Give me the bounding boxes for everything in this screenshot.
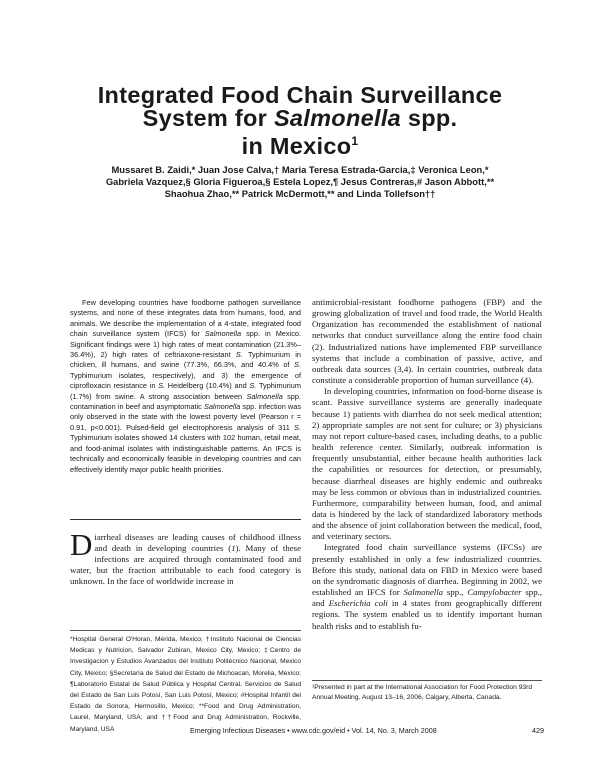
- title-italic-genus: Salmonella: [273, 105, 402, 131]
- body-paragraph-2: In developing countries, information on food-borne disease is scant. Passive surveillance systems are generally inadequate because 1) patients with diarrhea do not seek medical attention; 2) appropriate samples are not sent for culture; or 3) physicians may not report culture-based cases, including deaths, to a public health reference center. Similarly, outbreak information is frequently unsubstantial, either because health authorities lack the capabilities or resources for detection, or presumably, because diarrheal diseases are highly endemic and outbreaks may be less common or obvious than in industrialized countries. Furthermore, comparability between human, food, and animal data is hindered by the lack of standardized laboratory methods and the absence of joint collaboration between the medical, food, and veterinary sectors.: [312, 386, 542, 542]
- title-line-3: [40, 130, 560, 158]
- intro-text: [70, 527, 302, 587]
- footnote-divider: [312, 680, 542, 681]
- abstract-seg: Typhimurium (1.7%) from swine. A strong association between: [70, 381, 301, 401]
- abstract-seg: spp. infection was only observed in the state with the lowest poverty level (Pearson r = 0.91, p<0.001). Pulsed-field gel electrophoresis analysis of 311: [70, 402, 301, 432]
- abstract-seg: Few developing countries have foodborne pathogen surveillance systems, and none of these integrates data from humans, food, and animals. We describe the implementation of a 4-state, integrated food chain surveillance system (IFCS) for: [70, 298, 301, 339]
- body-italic: Salmonella: [403, 587, 444, 598]
- body-italic: Escherichia coli: [328, 598, 388, 609]
- abstract-italic: Salmonella: [204, 329, 242, 339]
- page-number: 429: [532, 726, 544, 735]
- author-affiliations: [70, 634, 301, 735]
- title-line-2-pre: System for: [142, 105, 274, 131]
- footnote-text: ¹Presented in part at the International Association for Food Protection 93rd Annual Meeting, August 13–16, 2006, Calgary, Alberta, Canada.: [312, 684, 533, 701]
- abstract-italic: S.: [158, 381, 166, 391]
- abstract-seg: Heidelberg (10.4%) and: [165, 381, 250, 391]
- abstract-seg: Typhimurium isolates showed 14 clusters with 102 human, retail meat, and food-animal isolates with indistinguishable patterns. An IFCS is technically and economically feasible in developing countries and can effectively identify major public health priorities.: [70, 433, 301, 474]
- body-paragraph-1: antimicrobial-resistant foodborne pathogens (FBP) and the growing globalization of travel and food trade, the World Health Organization has recommended the establishment of national networks that conduct surveillance along the entire food chain (2). Industrialized nations have implemented FBP surveillance systems that include a combination of passive, active, and outbreak data sources (3,4). In certain countries, outbreak data constitute a considerable proportion of human surveillance (4).: [312, 297, 542, 386]
- affiliation-divider: [70, 630, 301, 631]
- abstract-italic: S.: [294, 360, 301, 370]
- intro-seg: ). Many of these infections are acquired through contaminated food and water, but the fraction attributable to each food category is unknown. In the face of worldwide increase in: [70, 543, 302, 587]
- right-column-body: [312, 297, 542, 632]
- affiliations-text: *Hospital General O'Horan, Mérida, Mexico; †Instituto Nacional de Ciencias Medicas y Nutricion, Salvador Zubiran, Mexico City, Mexico; ‡Centro de Investigacion y Estudios Avanzados del Instituto Politécnico Nacional, Mexico City, Mexico; §Secretaría de Salud del Estado de Michoacan, Morelia, Mexico; ¶Laboratorio Estatal de Salud Pública y Hospital Central, Servicios de Salud del Estado de San Luis Potosí, San Luis Potosí, Mexico; #Hospital Infantil del Estado de Sonora, Hermosillo, Mexico; **Food and Drug Administration, Laurel, Maryland, USA; and ††Food and Drug Administration, Rockville, Maryland, USA: [70, 636, 301, 733]
- title-footnote-mark: 1: [351, 134, 359, 148]
- abstract-seg: spp. in Mexico. Significant findings were 1) high rates of meat contamination (21.3%–36.4%), 2) high rates of ceftriaxone-resistant: [70, 329, 301, 360]
- abstract-text: [70, 298, 301, 475]
- presentation-footnote: [312, 683, 542, 703]
- abstract-seg: Typhimurium isolates, respectively), and 3) the emergence of ciprofloxacin resistance in: [70, 370, 301, 391]
- title-line-2-post: spp.: [401, 105, 458, 131]
- title-line-2: [40, 107, 560, 130]
- body-seg: in 4 states from geographically different regions. The system enabled us to identify important human health risks and to establish fu-: [312, 598, 542, 631]
- abstract-italic: Salmonella: [246, 391, 283, 401]
- body-seg: spp., and: [312, 587, 542, 609]
- body-italic: Campylobacter: [467, 587, 522, 598]
- abstract: [70, 298, 301, 475]
- abstract-divider: [70, 519, 301, 520]
- article-title: [40, 84, 560, 158]
- journal-footer: Emerging Infectious Diseases • www.cdc.gov/eid • Vol. 14, No. 3, March 2008: [190, 726, 437, 735]
- title-line-3-text: in Mexico: [241, 133, 352, 159]
- abstract-italic: S.: [294, 422, 301, 432]
- body-seg: spp.,: [443, 587, 468, 598]
- intro-seg: iarrheal diseases are leading causes of childhood illness and death in developing countries (: [94, 532, 301, 554]
- abstract-seg: spp. contamination in beef and asymptomatic: [70, 391, 302, 412]
- drop-cap: D: [70, 527, 93, 562]
- intro-paragraph: [70, 527, 302, 587]
- title-line-1: Integrated Food Chain Surveillance: [97, 82, 503, 108]
- abstract-italic: S.: [249, 381, 257, 391]
- body-seg: Integrated food chain surveillance systems (IFCSs) are presently established in only a few industrialized countries. Before this study, national data on FBD in Mexico were based on the syndromatic diagnosis of diarrhea. Beginning in 2002, we established an IFCS for: [312, 542, 542, 598]
- abstract-italic: Salmonella: [203, 402, 241, 412]
- author-list: Mussaret B. Zaidi,* Juan Jose Calva,† Maria Teresa Estrada-Garcia,‡ Veronica Leon,* Gabriela Vazquez,§ Gloria Figueroa,§ Estela Lopez,¶ Jesus Contreras,# Jason Abbott,** Shaohua Zhao,** Patrick McDermott,** and Linda Tollefson††: [105, 164, 495, 200]
- abstract-italic: S.: [235, 350, 243, 360]
- abstract-seg: Typhimurium in chicken, ill humans, and swine (77.3%, 66.3%, and 40.4% of: [70, 350, 301, 370]
- body-paragraph-3: [312, 542, 542, 631]
- intro-ref: 1: [231, 543, 236, 554]
